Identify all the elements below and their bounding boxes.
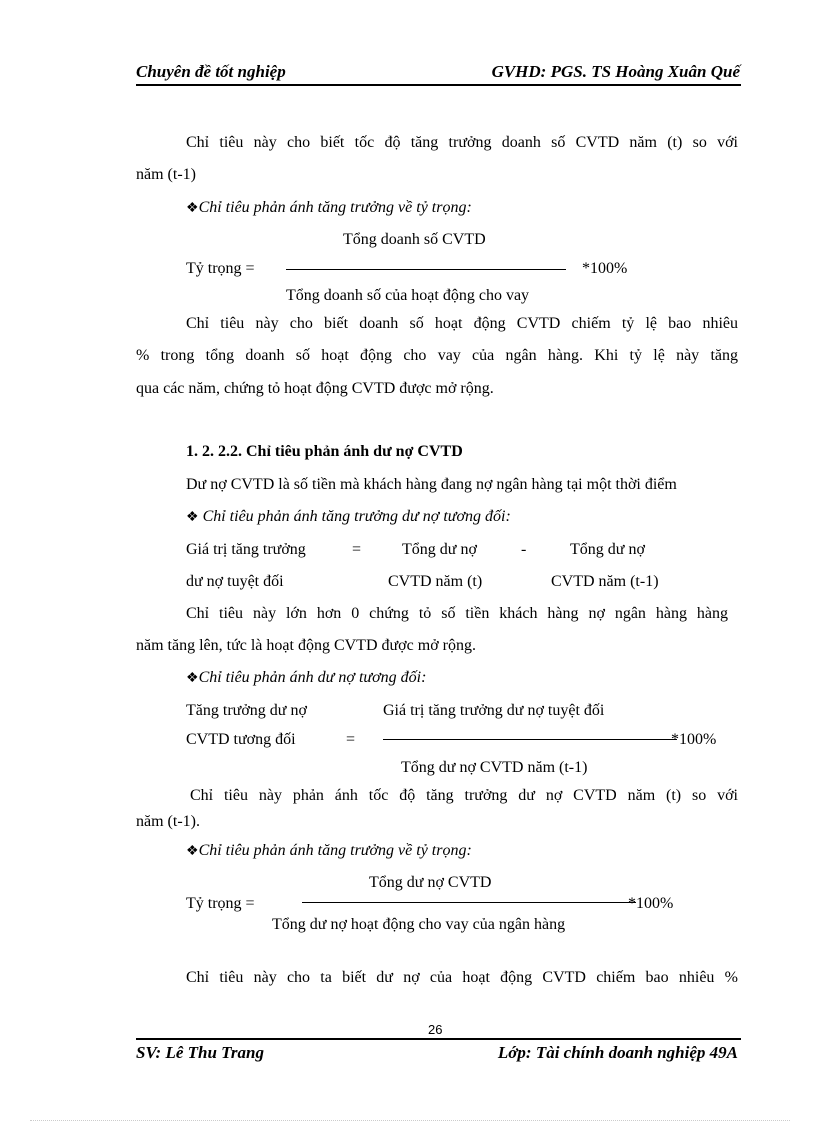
paragraph-6: Chỉ tiêu này cho ta biết dư nợ của hoạt động CVTD chiếm bao nhiêu % xyxy=(186,969,738,986)
formula-1-numerator: Tổng doanh số CVTD xyxy=(343,231,486,248)
paragraph-2-line-2: % trong tổng doanh số hoạt động cho vay của ngân hàng. Khi tỷ lệ này tăng xyxy=(136,347,738,364)
formula-1-multiplier: *100% xyxy=(582,260,628,277)
formula-3-lhs-line-1: Tăng trưởng dư nợ xyxy=(186,702,307,719)
paragraph-4-line-1: Chỉ tiêu này lớn hơn 0 chứng tỏ số tiền khách hàng nợ ngân hàng hàng xyxy=(186,605,728,622)
bullet-1-text: Chỉ tiêu phản ánh tăng trưởng về tỷ trọng: xyxy=(198,199,472,216)
diamond-bullet-icon: ❖ xyxy=(186,671,199,686)
footer-left: SV: Lê Thu Trang xyxy=(136,1043,264,1062)
formula-4-fraction-bar xyxy=(302,902,636,903)
formula-3-denominator: Tổng dư nợ CVTD năm (t-1) xyxy=(401,759,588,776)
bullet-2-text: Chỉ tiêu phản ánh tăng trưởng dư nợ tương đối: xyxy=(202,508,511,525)
formula-2-term-2-line-2: CVTD năm (t-1) xyxy=(551,573,659,590)
formula-2-term-1-line-1: Tổng dư nợ xyxy=(402,541,477,558)
header-right: GVHD: PGS. TS Hoàng Xuân Quế xyxy=(491,62,740,81)
formula-2-lhs-line-2: dư nợ tuyệt đối xyxy=(186,573,284,590)
footer-rule xyxy=(136,1038,741,1040)
paragraph-3: Dư nợ CVTD là số tiền mà khách hàng đang nợ ngân hàng tại một thời điểm xyxy=(186,476,677,493)
formula-3-multiplier: *100% xyxy=(671,731,717,748)
paragraph-5-line-2: năm (t-1). xyxy=(136,813,200,830)
formula-2-equals: = xyxy=(352,541,362,558)
bullet-3 xyxy=(186,669,426,687)
formula-1-lhs: Tỷ trọng = xyxy=(186,260,255,277)
formula-2-lhs-line-1: Giá trị tăng trưởng xyxy=(186,541,306,558)
formula-4-denominator: Tổng dư nợ hoạt động cho vay của ngân hàng xyxy=(272,916,566,933)
formula-3-numerator: Giá trị tăng trưởng dư nợ tuyệt đối xyxy=(383,702,605,719)
paragraph-2-line-3: qua các năm, chứng tỏ hoạt động CVTD được mở rộng. xyxy=(136,380,494,397)
paragraph-1-line-1: Chỉ tiêu này cho biết tốc độ tăng trưởng doanh số CVTD năm (t) so với xyxy=(186,134,738,151)
formula-4-numerator: Tổng dư nợ CVTD xyxy=(369,874,492,891)
footer-right: Lớp: Tài chính doanh nghiệp 49A xyxy=(497,1043,738,1062)
page-number: 26 xyxy=(428,1022,443,1037)
formula-3-lhs-line-2: CVTD tương đối xyxy=(186,731,296,748)
bullet-3-text: Chỉ tiêu phản ánh dư nợ tương đối: xyxy=(198,669,427,686)
formula-1-denominator: Tổng doanh số của hoạt động cho vay xyxy=(286,287,530,304)
formula-4-lhs: Tỷ trọng = xyxy=(186,895,255,912)
section-title: 1. 2. 2.2. Chỉ tiêu phản ánh dư nợ CVTD xyxy=(186,443,463,460)
diamond-bullet-icon: ❖ xyxy=(186,844,199,859)
formula-3-fraction-bar xyxy=(383,739,677,740)
header-rule xyxy=(136,84,741,86)
paragraph-1-line-2: năm (t-1) xyxy=(136,166,196,183)
header-left: Chuyên đề tốt nghiệp xyxy=(136,62,286,81)
bullet-1 xyxy=(186,199,472,217)
formula-4-multiplier: *100% xyxy=(628,895,674,912)
paragraph-5-line-1: Chỉ tiêu này phản ánh tốc độ tăng trưởng dư nợ CVTD năm (t) so với xyxy=(190,787,738,804)
formula-2-term-1-line-2: CVTD năm (t) xyxy=(388,573,483,590)
diamond-bullet-icon: ❖ xyxy=(186,510,199,525)
formula-2-minus: - xyxy=(521,541,527,558)
diamond-bullet-icon: ❖ xyxy=(186,201,199,216)
bullet-4-text: Chỉ tiêu phản ánh tăng trưởng về tỷ trọng: xyxy=(198,842,472,859)
formula-1-fraction-bar xyxy=(286,269,566,270)
paragraph-2-line-1: Chỉ tiêu này cho biết doanh số hoạt động CVTD chiếm tỷ lệ bao nhiêu xyxy=(186,315,738,332)
bullet-2 xyxy=(186,508,511,526)
formula-3-equals: = xyxy=(346,731,356,748)
bullet-4 xyxy=(186,842,472,860)
formula-2-term-2-line-1: Tổng dư nợ xyxy=(570,541,645,558)
page-bottom-border xyxy=(30,1120,790,1121)
paragraph-4-line-2: năm tăng lên, tức là hoạt động CVTD được mở rộng. xyxy=(136,637,476,654)
